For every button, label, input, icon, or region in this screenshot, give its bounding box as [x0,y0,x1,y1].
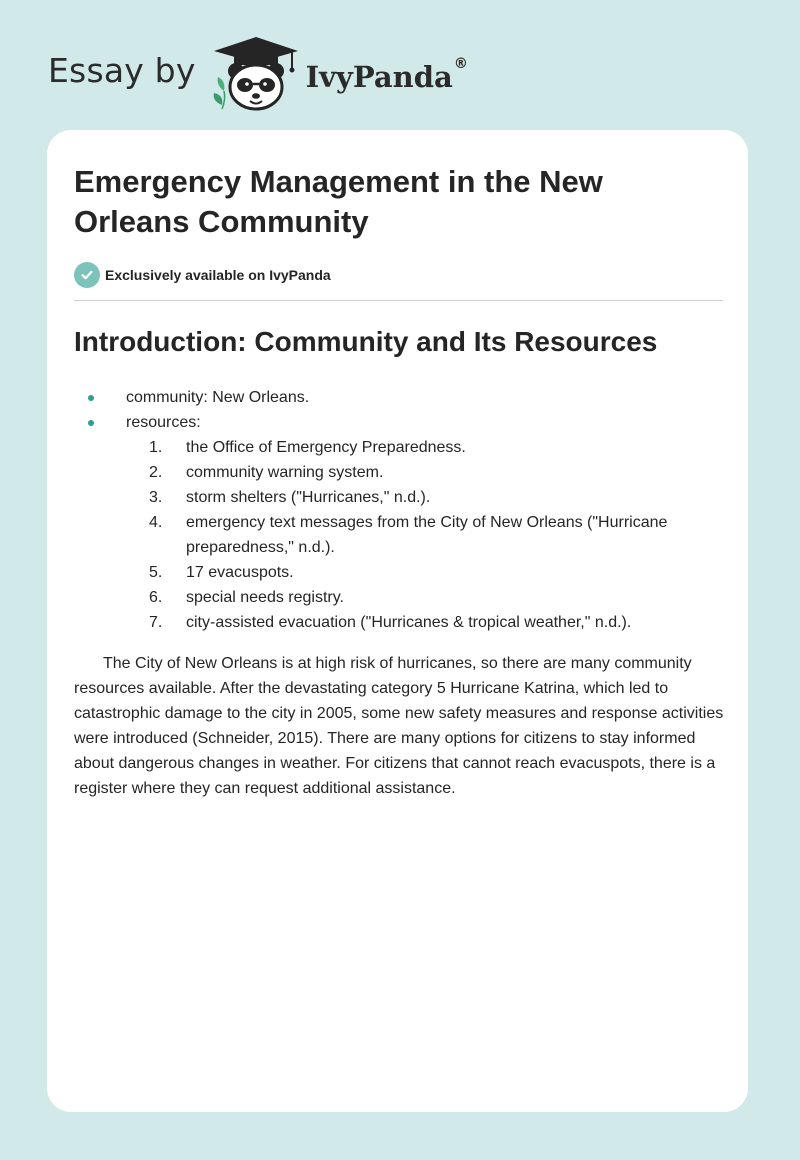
list-number: 2. [149,464,163,481]
list-item [74,435,714,460]
list-text: emergency text messages from the City of New Orleans ("Hurricane preparedness," n.d.). [186,514,668,556]
exclusive-badge [74,261,722,289]
brand-prefix: Essay by [48,50,196,90]
list-number: 4. [149,514,163,531]
list-text: storm shelters ("Hurricanes," n.d.). [186,489,431,506]
list-text: city-assisted evacuation ("Hurricanes & tropical weather," n.d.). [186,614,632,631]
bullet-text: resources: [126,414,201,431]
essay-card [47,130,748,1112]
section-heading: Introduction: Community and Its Resources [74,326,658,357]
list-text: the Office of Emergency Preparedness. [186,439,466,456]
list-number: 7. [149,614,163,631]
list-text: community warning system. [186,464,384,481]
list-text: special needs registry. [186,589,344,606]
list-item [74,560,714,585]
check-icon [74,262,100,288]
bullet-dot [88,420,94,426]
list-number: 3. [149,489,163,506]
list-item [74,610,714,635]
registered-mark: ® [453,56,468,72]
resources-list [74,435,722,635]
panda-logo-icon [210,35,302,113]
list-item [74,510,714,560]
bullet-list [74,385,722,435]
divider [74,300,723,301]
list-number: 1. [149,439,163,456]
essay-title: Emergency Management in the New Orleans Community [74,164,603,239]
list-item [74,460,714,485]
brand-name: IvyPanda® [305,56,468,94]
bullet-item-community [74,385,722,410]
badge-text: Exclusively available on IvyPanda [105,267,331,283]
bullet-dot [88,395,94,401]
list-number: 5. [149,564,163,581]
list-number: 6. [149,589,163,606]
bullet-item-resources [74,410,722,435]
body-paragraph: The City of New Orleans is at high risk of hurricanes, so there are many community resources available. After the devastating category 5 Hurricane Katrina, which led to catastrophic damage to the city in 2005, some new safety measures and response activities were introduced (Schneider, 2015). There are many options for citizens to stay informed about dangerous changes in weather. For citizens that cannot reach evacuspots, there is a register where they can request additional assistance. [74,655,724,797]
list-text: 17 evacuspots. [186,564,294,581]
list-item [74,585,714,610]
brand-header [48,34,468,114]
list-item [74,485,714,510]
bullet-text: community: New Orleans. [126,389,310,406]
